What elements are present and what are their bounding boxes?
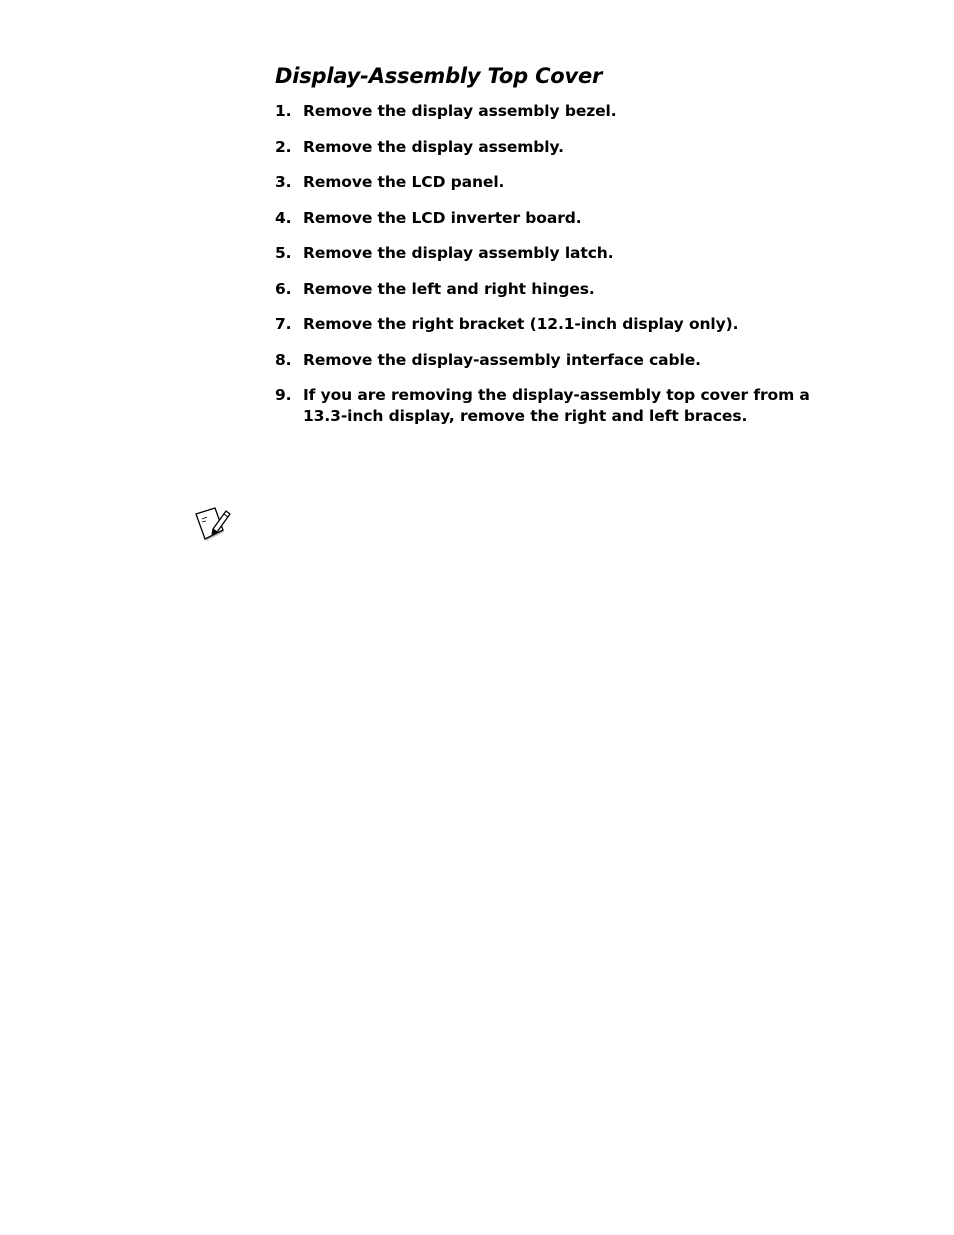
list-item [275, 350, 835, 371]
step-text: Remove the LCD panel. [303, 173, 505, 191]
list-item [275, 385, 835, 427]
step-text: Remove the LCD inverter board. [303, 208, 582, 227]
list-item [275, 243, 835, 264]
step-number: 1. [275, 102, 292, 120]
step-number: 5. [275, 244, 292, 262]
step-number: 3. [275, 173, 292, 191]
step-text: Remove the display assembly. [303, 137, 564, 156]
procedure-steps-list [275, 101, 835, 442]
list-item [275, 137, 835, 158]
step-text: Remove the left and right hinges. [303, 279, 595, 298]
step-text: Remove the display-assembly interface cable. [303, 350, 701, 369]
step-text: Remove the right bracket (12.1-inch display only). [303, 315, 739, 333]
list-item [275, 279, 835, 300]
step-number: 7. [275, 315, 292, 333]
step-number: 6. [275, 279, 292, 298]
note-pencil-icon [193, 505, 235, 543]
list-item [275, 208, 835, 229]
list-item [275, 101, 835, 122]
step-text: Remove the display assembly bezel. [303, 102, 617, 120]
step-text: If you are removing the display-assembly top cover from a 13.3-inch display, remove the right and left braces. [303, 386, 810, 425]
list-item [275, 314, 835, 335]
step-number: 4. [275, 208, 292, 227]
step-text: Remove the display assembly latch. [303, 244, 614, 262]
step-number: 2. [275, 137, 292, 156]
section-title: Display-Assembly Top Cover [275, 64, 603, 88]
step-number: 8. [275, 350, 292, 369]
step-number: 9. [275, 386, 292, 404]
list-item [275, 172, 835, 193]
